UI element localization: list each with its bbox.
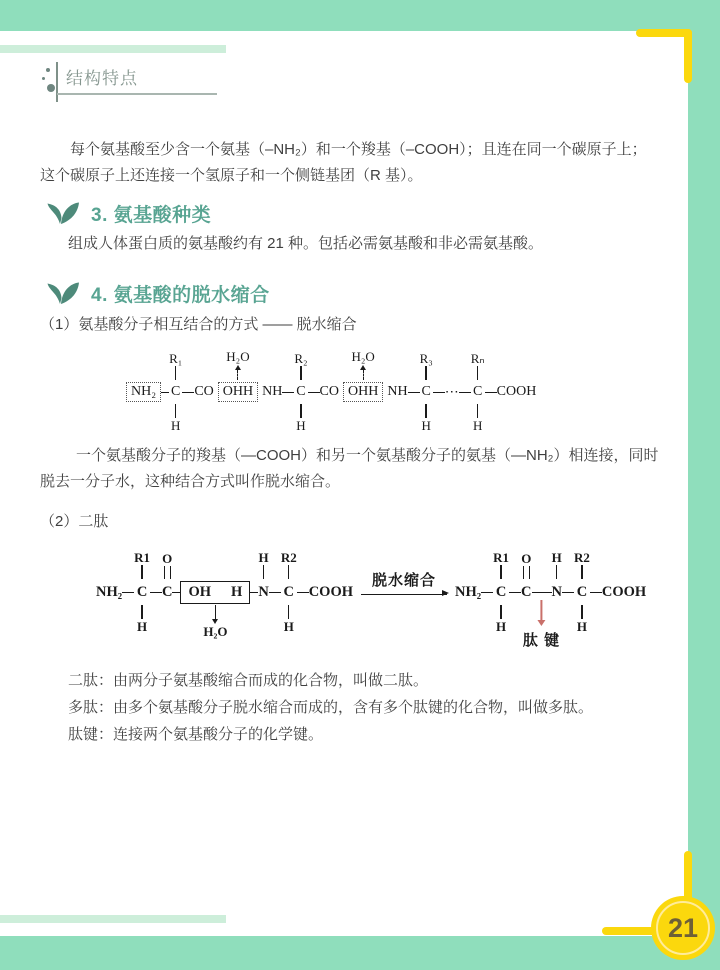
bond [297, 592, 309, 593]
water-label: H₂O [226, 349, 250, 364]
co-cell [320, 347, 339, 437]
section-3-title: 3. 氨基酸种类 [91, 205, 212, 226]
bond [408, 392, 420, 393]
h-label: H [136, 619, 148, 634]
double-bond [164, 566, 171, 579]
oh-h-box [180, 581, 250, 604]
h-label: H [421, 418, 431, 433]
cooh-cell [602, 543, 646, 641]
ohh-box-cell [343, 347, 383, 437]
amino-group-box [126, 347, 161, 437]
r2-label: R2 [573, 550, 590, 565]
intro-paragraph: 每个氨基酸至少含一个氨基（–NH₂）和一个羧基（–COOH）；且连在同一个碳原子上；这个碳原子上还连接一个氢原子和一个侧链基团（R 基）。 [40, 141, 647, 184]
co: CO [319, 384, 339, 399]
cooh-cell [497, 347, 537, 437]
bond [485, 392, 497, 393]
carbon-cell [294, 347, 307, 437]
bond [481, 592, 493, 593]
bond [150, 592, 162, 593]
co-cell [194, 347, 213, 437]
h-label: H [473, 418, 483, 433]
header-divider-line [56, 62, 58, 102]
ohh-dotted-box: OHH [218, 382, 258, 402]
definition-peptide-bond: 肽键：连接两个氨基酸分子的化学键。 [68, 726, 324, 743]
carbon: C [421, 384, 431, 399]
oh: OH [188, 583, 212, 600]
nh-cell [262, 347, 282, 437]
bond [250, 592, 258, 593]
leaving-group-box-cell [180, 543, 250, 641]
line [215, 605, 216, 619]
bond [308, 392, 320, 393]
nh2: NH₂ [96, 583, 123, 600]
corner-line-bottom-right-horizontal [602, 927, 656, 935]
bond [269, 592, 281, 593]
bond [590, 592, 602, 593]
bond [161, 392, 169, 393]
definition-polypeptide: 多肽：由多个氨基酸分子脱水缩合而成的，含有多个肽键的化合物，叫做多肽。 [68, 699, 594, 716]
section-4-sub1: （1）氨基酸分子相互结合的方式 —— 脱水缩合 [40, 316, 357, 333]
bond [172, 592, 180, 593]
carbon: C [171, 384, 181, 399]
dashed-line [237, 370, 238, 380]
carbonyl-cell [162, 543, 172, 641]
h-label: H [283, 619, 294, 634]
co: CO [194, 384, 214, 399]
dipeptide-diagram [96, 543, 647, 649]
page-number-badge [651, 896, 715, 960]
header-title: 结构特点 [66, 69, 138, 88]
nh-cell [387, 347, 407, 437]
carbon-cell [471, 347, 485, 437]
carbon-cell [420, 347, 433, 437]
nh: NH [387, 384, 408, 399]
h-label: H [258, 550, 269, 565]
bond [282, 392, 294, 393]
r3-label: R₃ [419, 351, 433, 366]
section-3-heading [46, 200, 211, 227]
h: H [231, 583, 243, 600]
ellipsis-cell [445, 347, 459, 437]
o-label: O [521, 551, 532, 566]
h-label: H [576, 619, 587, 634]
bond [433, 392, 445, 393]
bond [562, 592, 574, 593]
page-number: 21 [667, 912, 699, 943]
h-label: H [551, 550, 562, 565]
carbon-cell [134, 543, 150, 641]
nh2-cell [96, 543, 122, 641]
cooh-cell [309, 543, 353, 641]
peptide-bond-label: 肽 键 [522, 631, 561, 649]
r1-label: R₁ [169, 351, 183, 366]
r2-label: R₂ [294, 351, 308, 366]
cooh: COOH [601, 583, 647, 600]
h-label: H [496, 619, 507, 634]
carbon: C [473, 384, 483, 399]
peptide-bond [522, 592, 561, 649]
dots-icon [47, 84, 55, 92]
carbon: C [495, 583, 507, 600]
definitions-block [68, 667, 593, 748]
decor-strip-top [0, 45, 226, 53]
bond [182, 392, 194, 393]
bond [459, 392, 471, 393]
carbon-cell [169, 347, 182, 437]
nh2: NH₂ [455, 583, 482, 600]
water-label: H₂O [351, 349, 375, 364]
section-4-sub2: （2）二肽 [40, 513, 109, 530]
bond [122, 592, 134, 593]
carbon-cell [493, 543, 509, 641]
bond [509, 592, 521, 593]
carbon-cell [281, 543, 297, 641]
chain-ellipsis: ⋯ [444, 384, 459, 400]
dashed-line [363, 370, 364, 380]
ohh-dotted-box: OHH [343, 382, 383, 402]
dots-icon [42, 77, 45, 80]
carbon: C [136, 583, 148, 600]
r1-label: R1 [134, 550, 150, 565]
red-arrow-head-icon [537, 620, 545, 626]
reaction-arrow [361, 569, 447, 595]
nitrogen: N [551, 583, 562, 600]
section-4-title: 4. 氨基酸的脱水缩合 [91, 285, 270, 306]
nh2-cell [455, 543, 481, 641]
peptide-bond-marker [523, 600, 560, 650]
cooh: COOH [496, 384, 537, 399]
nitrogen-cell [258, 543, 268, 641]
decor-strip-bottom [0, 915, 226, 923]
section-4-heading [46, 280, 270, 307]
water-label: H₂O [203, 624, 228, 639]
right-arrow-icon [361, 594, 447, 595]
dots-icon [46, 68, 50, 72]
h-label: H [296, 418, 306, 433]
nh: NH [262, 384, 283, 399]
cooh: COOH [308, 583, 354, 600]
carbon: C [576, 583, 588, 600]
double-bond [523, 566, 530, 579]
o-label: O [162, 551, 173, 566]
section-4-paragraph: 一个氨基酸分子的羧基（—COOH）和另一个氨基酸分子的氨基（—NH₂）相连接，同时脱去一分子水，这种结合方式叫作脱水缩合。 [40, 447, 659, 490]
carbon: C [521, 583, 532, 600]
corner-bracket-top-right-vertical [684, 29, 692, 83]
structure-features-header [40, 62, 280, 110]
definition-dipeptide: 二肽：由两分子氨基酸缩合而成的化合物，叫做二肽。 [68, 672, 429, 689]
carbon: C [162, 583, 173, 600]
red-arrow-line [540, 600, 542, 620]
reaction-label: 脱水缩合 [372, 572, 437, 589]
carbon-cell [574, 543, 590, 641]
section-3-body: 组成人体蛋白质的氨基酸约有 21 种。包括必需氨基酸和非必需氨基酸。 [68, 235, 544, 252]
carbon: C [296, 384, 306, 399]
nh2-dotted-box: NH₂ [126, 382, 161, 402]
r1-label: R1 [493, 550, 510, 565]
header-underline [57, 93, 217, 95]
leaf-icon [46, 281, 80, 306]
r2-label: R2 [280, 550, 297, 565]
carbon: C [283, 583, 294, 600]
condensation-chain-diagram [126, 347, 536, 437]
rn-label: Rₙ [470, 351, 485, 366]
nitrogen: N [258, 583, 269, 600]
leaf-icon [46, 201, 80, 226]
ohh-box-cell [218, 347, 258, 437]
h-label: H [171, 418, 181, 433]
